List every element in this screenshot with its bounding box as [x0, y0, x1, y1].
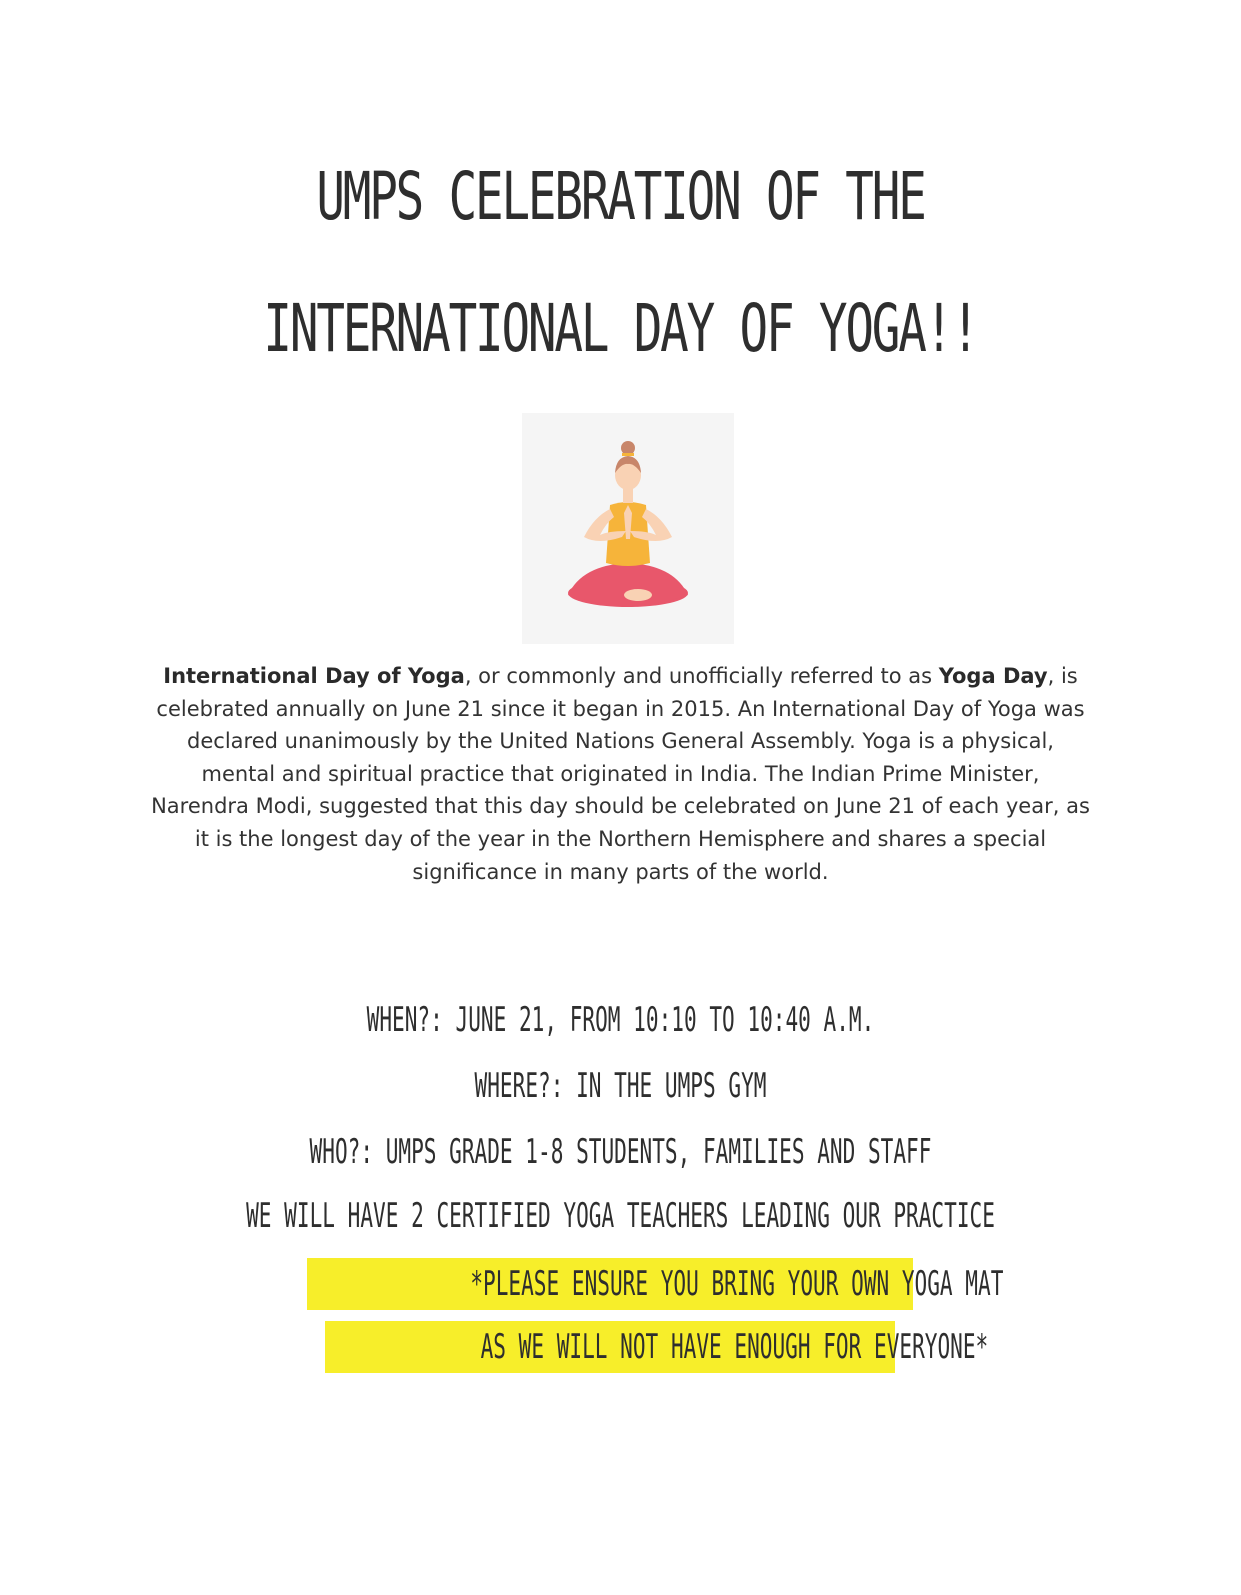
mat-reminder-text-1: *PLEASE ENSURE YOU BRING YOUR OWN YOGA MAT	[470, 1264, 1004, 1304]
yoga-illustration	[522, 413, 734, 644]
mat-reminder-line-2	[325, 1321, 989, 1373]
page-title-line-2: INTERNATIONAL DAY OF YOGA!!	[263, 290, 978, 367]
event-when: WHEN?: JUNE 21, FROM 10:10 TO 10:40 A.M.	[366, 1000, 875, 1040]
mat-reminder-line-1	[307, 1258, 1004, 1310]
event-who: WHO?: UMPS GRADE 1-8 STUDENTS, FAMILIES AND STAFF	[309, 1132, 932, 1172]
intro-text-2: , is celebrated annually on June 21 since it began in 2015. An International Day of Yoga was declared unanimously by the United Nations General Assembly. Yoga is a physical, mental and spiritual practice that originated in India. The Indian Prime Minister, Narendra Modi, suggested that this day should be celebrated on June 21 of each year, as it is the longest day of the year in the Northern Hemisphere and shares a special significance in many parts of the world.	[151, 664, 1090, 884]
event-teachers: WE WILL HAVE 2 CERTIFIED YOGA TEACHERS LEADING OUR PRACTICE	[246, 1196, 995, 1236]
intro-bold-term-2: Yoga Day	[938, 664, 1048, 688]
mat-reminder-text-2: AS WE WILL NOT HAVE ENOUGH FOR EVERYONE*	[480, 1327, 989, 1367]
meditating-woman-icon	[522, 413, 734, 644]
intro-bold-term-1: International Day of Yoga	[163, 664, 465, 688]
event-where: WHERE?: IN THE UMPS GYM	[474, 1066, 767, 1106]
intro-paragraph	[150, 660, 1091, 888]
intro-text-1: , or commonly and unofficially referred to as	[464, 664, 939, 688]
page-title-line-1: UMPS CELEBRATION OF THE	[316, 158, 925, 235]
